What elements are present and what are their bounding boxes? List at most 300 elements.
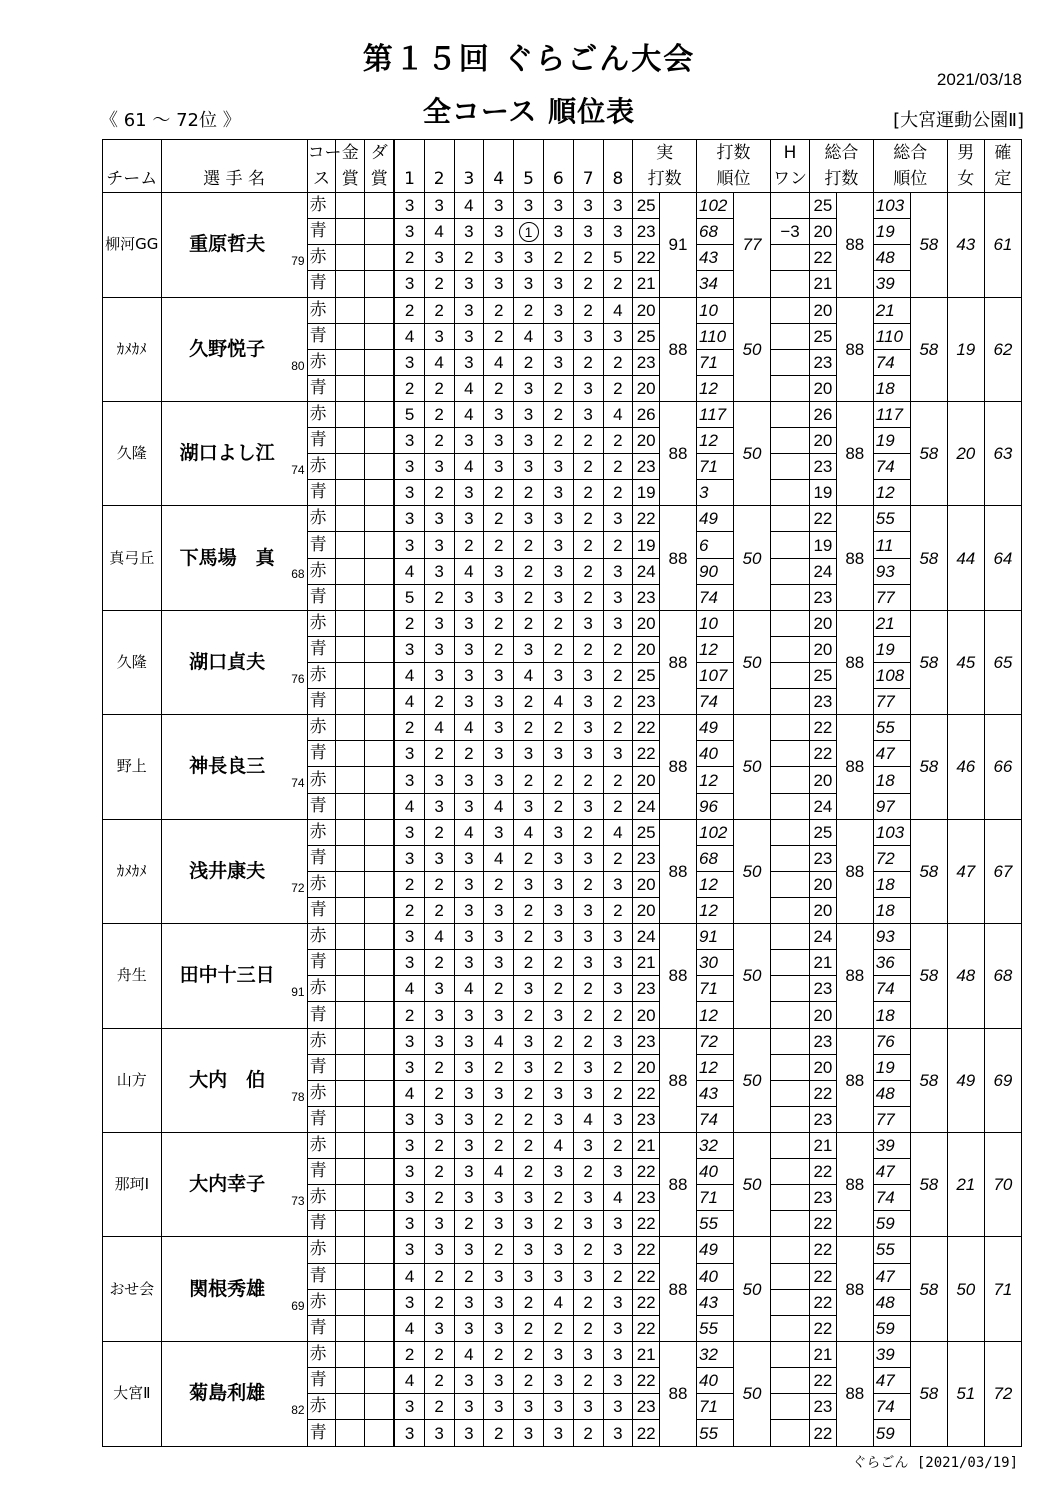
- hole-score: 2: [424, 898, 454, 924]
- course-rank: 71: [697, 349, 734, 375]
- total-course-rank: 18: [873, 871, 910, 897]
- hole-score: 2: [484, 506, 514, 532]
- da-prize: [365, 1028, 395, 1054]
- hole-score: 3: [424, 767, 454, 793]
- course-subtotal: 20: [633, 871, 660, 897]
- da-prize: [365, 819, 395, 845]
- header-hole-8: 8: [603, 166, 633, 193]
- hole-score: 3: [454, 271, 484, 297]
- course-subtotal: 22: [633, 1237, 660, 1263]
- course-color: 赤: [307, 924, 336, 950]
- hole-score: 3: [514, 1237, 544, 1263]
- hole-score: 2: [424, 689, 454, 715]
- total-course-rank: 55: [873, 715, 910, 741]
- hole-score: 3: [603, 1367, 633, 1393]
- hole-score: 2: [514, 715, 544, 741]
- total-course-rank: 21: [873, 297, 910, 323]
- header-h: ワン: [771, 166, 810, 193]
- hole-score: 3: [484, 454, 514, 480]
- total-strokes: 88: [836, 193, 873, 297]
- gold-prize: [336, 793, 365, 819]
- hole-score: 3: [543, 1002, 573, 1028]
- hole-score: 2: [514, 1002, 544, 1028]
- hole-score: 4: [454, 193, 484, 219]
- hole-score: 2: [603, 480, 633, 506]
- course-color: 赤: [307, 1185, 336, 1211]
- hole-score: 3: [394, 1289, 424, 1315]
- course-color: 赤: [307, 871, 336, 897]
- gender-rank: 20: [947, 401, 984, 505]
- hole-score: 2: [424, 1133, 454, 1159]
- course-color: 赤: [307, 976, 336, 1002]
- course-color: 赤: [307, 1133, 336, 1159]
- total-rank: 58: [910, 1341, 947, 1446]
- hole-score: 2: [603, 715, 633, 741]
- hole-score: 3: [543, 480, 573, 506]
- hole-score: 3: [484, 1367, 514, 1393]
- course-color: 赤: [307, 401, 336, 427]
- gold-prize: [336, 845, 365, 871]
- hole-score: 2: [484, 532, 514, 558]
- total-course-rank: 77: [873, 689, 910, 715]
- hole-score: 3: [573, 323, 603, 349]
- hole-in-one-bonus: [771, 375, 810, 401]
- hole-score: 4: [484, 1028, 514, 1054]
- hole-score: 2: [454, 1263, 484, 1289]
- course-subtotal: 20: [633, 1054, 660, 1080]
- hole-score: 2: [543, 636, 573, 662]
- hole-score: 2: [573, 1237, 603, 1263]
- course-color: 青: [307, 375, 336, 401]
- hole-score: 3: [543, 323, 573, 349]
- hole-score: 3: [603, 1159, 633, 1185]
- course-subtotal: 22: [633, 1263, 660, 1289]
- table-row: [103, 506, 1022, 532]
- hole-in-one-bonus: [771, 924, 810, 950]
- hole-in-one-bonus: [771, 480, 810, 506]
- course-rank: 12: [697, 428, 734, 454]
- venue-label: [大宮運動公園Ⅱ]: [893, 110, 1024, 131]
- hole-score: 2: [394, 715, 424, 741]
- hole-score: 2: [514, 584, 544, 610]
- actual-strokes: 88: [660, 401, 697, 505]
- course-subtotal: 23: [633, 689, 660, 715]
- course-color: 青: [307, 1315, 336, 1341]
- course-color: 青: [307, 271, 336, 297]
- header-sogojun-top: 総合: [873, 140, 947, 167]
- header-hole-5: 5: [514, 166, 544, 193]
- strokes-rank: 50: [734, 297, 771, 401]
- course-subtotal: 20: [633, 767, 660, 793]
- player-cell: [161, 193, 307, 297]
- hole-score: 2: [603, 1080, 633, 1106]
- hole-in-one-bonus: [771, 1420, 810, 1447]
- hole-score: 3: [543, 898, 573, 924]
- rank-range: 《 61 ～ 72位 》: [100, 110, 241, 131]
- course-rank: 68: [697, 219, 734, 245]
- gold-prize: [336, 401, 365, 427]
- hole-score: 3: [573, 1263, 603, 1289]
- gold-prize: [336, 1106, 365, 1132]
- final-rank: 68: [984, 924, 1021, 1028]
- course-total: 26: [810, 401, 837, 427]
- hole-score: 3: [484, 715, 514, 741]
- hole-score: 2: [573, 245, 603, 271]
- header-hole-blank: [424, 140, 454, 167]
- course-subtotal: 19: [633, 480, 660, 506]
- hole-score: 2: [543, 1185, 573, 1211]
- course-rank: 91: [697, 924, 734, 950]
- total-strokes: 88: [836, 924, 873, 1028]
- hole-score: 2: [484, 610, 514, 636]
- total-course-rank: 47: [873, 1367, 910, 1393]
- hole-in-one-bonus: [771, 323, 810, 349]
- hole-score: 3: [454, 767, 484, 793]
- hole-score: 2: [603, 428, 633, 454]
- hole-score: 3: [454, 663, 484, 689]
- course-subtotal: 26: [633, 401, 660, 427]
- total-course-rank: 55: [873, 1237, 910, 1263]
- hole-score: 2: [514, 610, 544, 636]
- course-subtotal: 25: [633, 663, 660, 689]
- gold-prize: [336, 1028, 365, 1054]
- course-subtotal: 20: [633, 1002, 660, 1028]
- hole-score: 2: [424, 375, 454, 401]
- hole-score: 3: [484, 1263, 514, 1289]
- course-color: 赤: [307, 767, 336, 793]
- hole-score: 2: [394, 871, 424, 897]
- hole-score: 3: [484, 245, 514, 271]
- hole-in-one-bonus: [771, 898, 810, 924]
- hole-score: 3: [424, 1002, 454, 1028]
- da-prize: [365, 271, 395, 297]
- final-rank: 66: [984, 715, 1021, 819]
- da-prize: [365, 219, 395, 245]
- hole-score: 3: [543, 558, 573, 584]
- gold-prize: [336, 871, 365, 897]
- gold-prize: [336, 1237, 365, 1263]
- course-subtotal: 22: [633, 245, 660, 271]
- course-total: 22: [810, 1315, 837, 1341]
- hole-score: 3: [394, 428, 424, 454]
- hole-score: 3: [394, 1159, 424, 1185]
- hole-score: 3: [543, 845, 573, 871]
- player-age: 82: [291, 1403, 305, 1418]
- strokes-rank: 50: [734, 610, 771, 714]
- hole-score: 2: [484, 1420, 514, 1447]
- hole-score: 3: [424, 610, 454, 636]
- header-sogo-top: 総合: [810, 140, 874, 167]
- hole-score: 3: [454, 349, 484, 375]
- gold-prize: [336, 767, 365, 793]
- hole-score: 2: [424, 1341, 454, 1367]
- hole-score: 4: [454, 401, 484, 427]
- course-total: 25: [810, 663, 837, 689]
- course-total: 22: [810, 506, 837, 532]
- hole-score: 2: [603, 636, 633, 662]
- course-subtotal: 23: [633, 1028, 660, 1054]
- total-course-rank: 74: [873, 1185, 910, 1211]
- hole-score: 2: [603, 454, 633, 480]
- player-age: 74: [291, 463, 305, 477]
- hole-score: 3: [514, 1394, 544, 1420]
- hole-score: 2: [484, 375, 514, 401]
- hole-score: 2: [573, 871, 603, 897]
- hole-score: 3: [394, 454, 424, 480]
- gold-prize: [336, 506, 365, 532]
- hole-score: 3: [484, 271, 514, 297]
- course-subtotal: 24: [633, 558, 660, 584]
- da-prize: [365, 584, 395, 610]
- hole-score: 4: [394, 1367, 424, 1393]
- gold-prize: [336, 1211, 365, 1237]
- header-jitsu-top: 実: [633, 140, 697, 167]
- total-course-rank: 108: [873, 663, 910, 689]
- hole-score: 3: [603, 1211, 633, 1237]
- hole-score: 3: [514, 976, 544, 1002]
- hole-score: 2: [394, 297, 424, 323]
- hole-score: 3: [514, 428, 544, 454]
- hole-score: 2: [424, 871, 454, 897]
- total-course-rank: 74: [873, 454, 910, 480]
- total-course-rank: 72: [873, 845, 910, 871]
- course-total: 20: [810, 610, 837, 636]
- hole-score: 2: [424, 401, 454, 427]
- team-name: 大宮Ⅱ: [103, 1341, 162, 1446]
- course-rank: 49: [697, 1237, 734, 1263]
- course-color: 赤: [307, 819, 336, 845]
- hole-score: 4: [394, 663, 424, 689]
- course-rank: 72: [697, 1028, 734, 1054]
- hole-score: 3: [543, 219, 573, 245]
- actual-strokes: 88: [660, 1341, 697, 1446]
- hole-in-one-bonus: [771, 193, 810, 219]
- total-strokes: 88: [836, 819, 873, 923]
- footer-note: ぐらごん [2021/03/19]: [852, 1455, 1018, 1471]
- gold-prize: [336, 297, 365, 323]
- hole-score: 3: [394, 193, 424, 219]
- hole-score: 3: [573, 401, 603, 427]
- hole-score: 3: [454, 1159, 484, 1185]
- hole-score: 3: [394, 845, 424, 871]
- hole-score: 2: [424, 480, 454, 506]
- hole-score: 4: [454, 819, 484, 845]
- hole-score: 2: [573, 584, 603, 610]
- course-subtotal: 21: [633, 950, 660, 976]
- hole-score: 3: [543, 584, 573, 610]
- print-date: 2021/03/18: [936, 70, 1022, 89]
- hole-score: 4: [424, 219, 454, 245]
- final-rank: 72: [984, 1341, 1021, 1446]
- hole-score: 3: [424, 506, 454, 532]
- hole-score: 3: [424, 245, 454, 271]
- course-total: 20: [810, 297, 837, 323]
- course-color: 青: [307, 1002, 336, 1028]
- hole-in-one-bonus: [771, 1263, 810, 1289]
- hole-score: 3: [514, 1185, 544, 1211]
- hole-score: 3: [514, 271, 544, 297]
- hole-score: 3: [573, 715, 603, 741]
- hole-score: 2: [514, 297, 544, 323]
- hole-score: 2: [514, 767, 544, 793]
- hole-score: 3: [603, 610, 633, 636]
- hole-score: 3: [394, 950, 424, 976]
- hole-score: 2: [424, 271, 454, 297]
- course-total: 23: [810, 454, 837, 480]
- course-subtotal: 24: [633, 924, 660, 950]
- course-subtotal: 20: [633, 297, 660, 323]
- hole-score: 3: [514, 401, 544, 427]
- header-course: ス: [307, 166, 336, 193]
- course-total: 20: [810, 767, 837, 793]
- strokes-rank: 50: [734, 1133, 771, 1237]
- hole-score: 2: [573, 1367, 603, 1393]
- header-hole-blank: [543, 140, 573, 167]
- total-course-rank: 77: [873, 1106, 910, 1132]
- course-color: 青: [307, 219, 336, 245]
- hole-score: 2: [424, 741, 454, 767]
- hole-score: 3: [573, 1133, 603, 1159]
- hole-score: 3: [394, 1028, 424, 1054]
- da-prize: [365, 793, 395, 819]
- course-subtotal: 22: [633, 1367, 660, 1393]
- course-color: 青: [307, 480, 336, 506]
- hole-score: 3: [514, 871, 544, 897]
- table-row: [103, 924, 1022, 950]
- hole-score: 2: [514, 924, 544, 950]
- header-gold: 賞: [336, 166, 365, 193]
- total-course-rank: 18: [873, 375, 910, 401]
- total-course-rank: 74: [873, 976, 910, 1002]
- da-prize: [365, 1289, 395, 1315]
- hole-score: 2: [484, 871, 514, 897]
- header-row-bottom: [103, 166, 1022, 193]
- hole-score: 3: [543, 1159, 573, 1185]
- total-rank: 58: [910, 819, 947, 923]
- course-subtotal: 21: [633, 271, 660, 297]
- gender-rank: 44: [947, 506, 984, 610]
- course-subtotal: 23: [633, 1185, 660, 1211]
- hole-score: 4: [454, 558, 484, 584]
- course-color: 赤: [307, 193, 336, 219]
- strokes-rank: 50: [734, 924, 771, 1028]
- total-course-rank: 19: [873, 428, 910, 454]
- hole-score: 2: [543, 1028, 573, 1054]
- hole-score: 2: [514, 1159, 544, 1185]
- hole-score: 3: [484, 219, 514, 245]
- course-rank: 107: [697, 663, 734, 689]
- course-subtotal: 25: [633, 323, 660, 349]
- hole-score: 3: [454, 297, 484, 323]
- header-danjo: 女: [947, 166, 984, 193]
- total-course-rank: 47: [873, 1159, 910, 1185]
- hole-score: 2: [424, 1080, 454, 1106]
- hole-score: 3: [484, 1315, 514, 1341]
- gold-prize: [336, 663, 365, 689]
- da-prize: [365, 976, 395, 1002]
- header-jitsu: 打数: [633, 166, 697, 193]
- final-rank: 61: [984, 193, 1021, 297]
- hole-score: 3: [603, 1420, 633, 1447]
- da-prize: [365, 1106, 395, 1132]
- hole-in-one-bonus: [771, 976, 810, 1002]
- hole-score: 4: [603, 819, 633, 845]
- total-rank: 58: [910, 715, 947, 819]
- player-cell: [161, 819, 307, 923]
- gold-prize: [336, 480, 365, 506]
- da-prize: [365, 767, 395, 793]
- hole-score: 3: [424, 558, 454, 584]
- gold-prize: [336, 898, 365, 924]
- course-rank: 90: [697, 558, 734, 584]
- gold-prize: [336, 610, 365, 636]
- course-total: 22: [810, 1080, 837, 1106]
- hole-score: 2: [573, 454, 603, 480]
- hole-in-one-bonus: [771, 1237, 810, 1263]
- course-color: 青: [307, 741, 336, 767]
- hole-score: 2: [454, 1211, 484, 1237]
- course-color: 青: [307, 323, 336, 349]
- da-prize: [365, 1159, 395, 1185]
- header-hole-blank: [394, 140, 424, 167]
- course-rank: 55: [697, 1315, 734, 1341]
- hole-score: 3: [603, 558, 633, 584]
- gold-prize: [336, 1263, 365, 1289]
- total-course-rank: 103: [873, 819, 910, 845]
- total-course-rank: 74: [873, 1394, 910, 1420]
- da-prize: [365, 871, 395, 897]
- hole-score: 3: [543, 1106, 573, 1132]
- hole-score: 2: [514, 689, 544, 715]
- course-rank: 71: [697, 454, 734, 480]
- hole-score: 2: [573, 1159, 603, 1185]
- hole-score: 4: [484, 349, 514, 375]
- hole-score: 3: [424, 1106, 454, 1132]
- total-rank: 58: [910, 1028, 947, 1132]
- course-rank: 96: [697, 793, 734, 819]
- actual-strokes: 88: [660, 297, 697, 401]
- hole-score: 2: [543, 976, 573, 1002]
- hole-score: 3: [454, 1054, 484, 1080]
- actual-strokes: 88: [660, 1237, 697, 1341]
- team-name: 久隆: [103, 610, 162, 714]
- header-hole-4: 4: [484, 166, 514, 193]
- hole-score: 3: [394, 924, 424, 950]
- course-total: 19: [810, 532, 837, 558]
- course-total: 22: [810, 1211, 837, 1237]
- hole-score: 3: [603, 1341, 633, 1367]
- course-total: 22: [810, 1159, 837, 1185]
- strokes-rank: 50: [734, 819, 771, 923]
- hole-score: 3: [484, 898, 514, 924]
- course-rank: 12: [697, 1002, 734, 1028]
- player-name: 湖口よし江: [179, 442, 275, 465]
- player-cell: [161, 1028, 307, 1132]
- strokes-rank: 50: [734, 1028, 771, 1132]
- hole-score: 3: [573, 193, 603, 219]
- hole-score: 3: [454, 1420, 484, 1447]
- hole-score: 3: [394, 271, 424, 297]
- player-name: 湖口貞夫: [189, 651, 266, 674]
- hole-score: 3: [573, 1185, 603, 1211]
- hole-score: 2: [514, 1133, 544, 1159]
- hole-score: 3: [454, 480, 484, 506]
- player-age: 72: [291, 880, 305, 895]
- strokes-rank: 50: [734, 1341, 771, 1446]
- hole-score: 3: [514, 1420, 544, 1447]
- player-age: 69: [291, 1298, 305, 1313]
- hole-in-one-bonus: [771, 819, 810, 845]
